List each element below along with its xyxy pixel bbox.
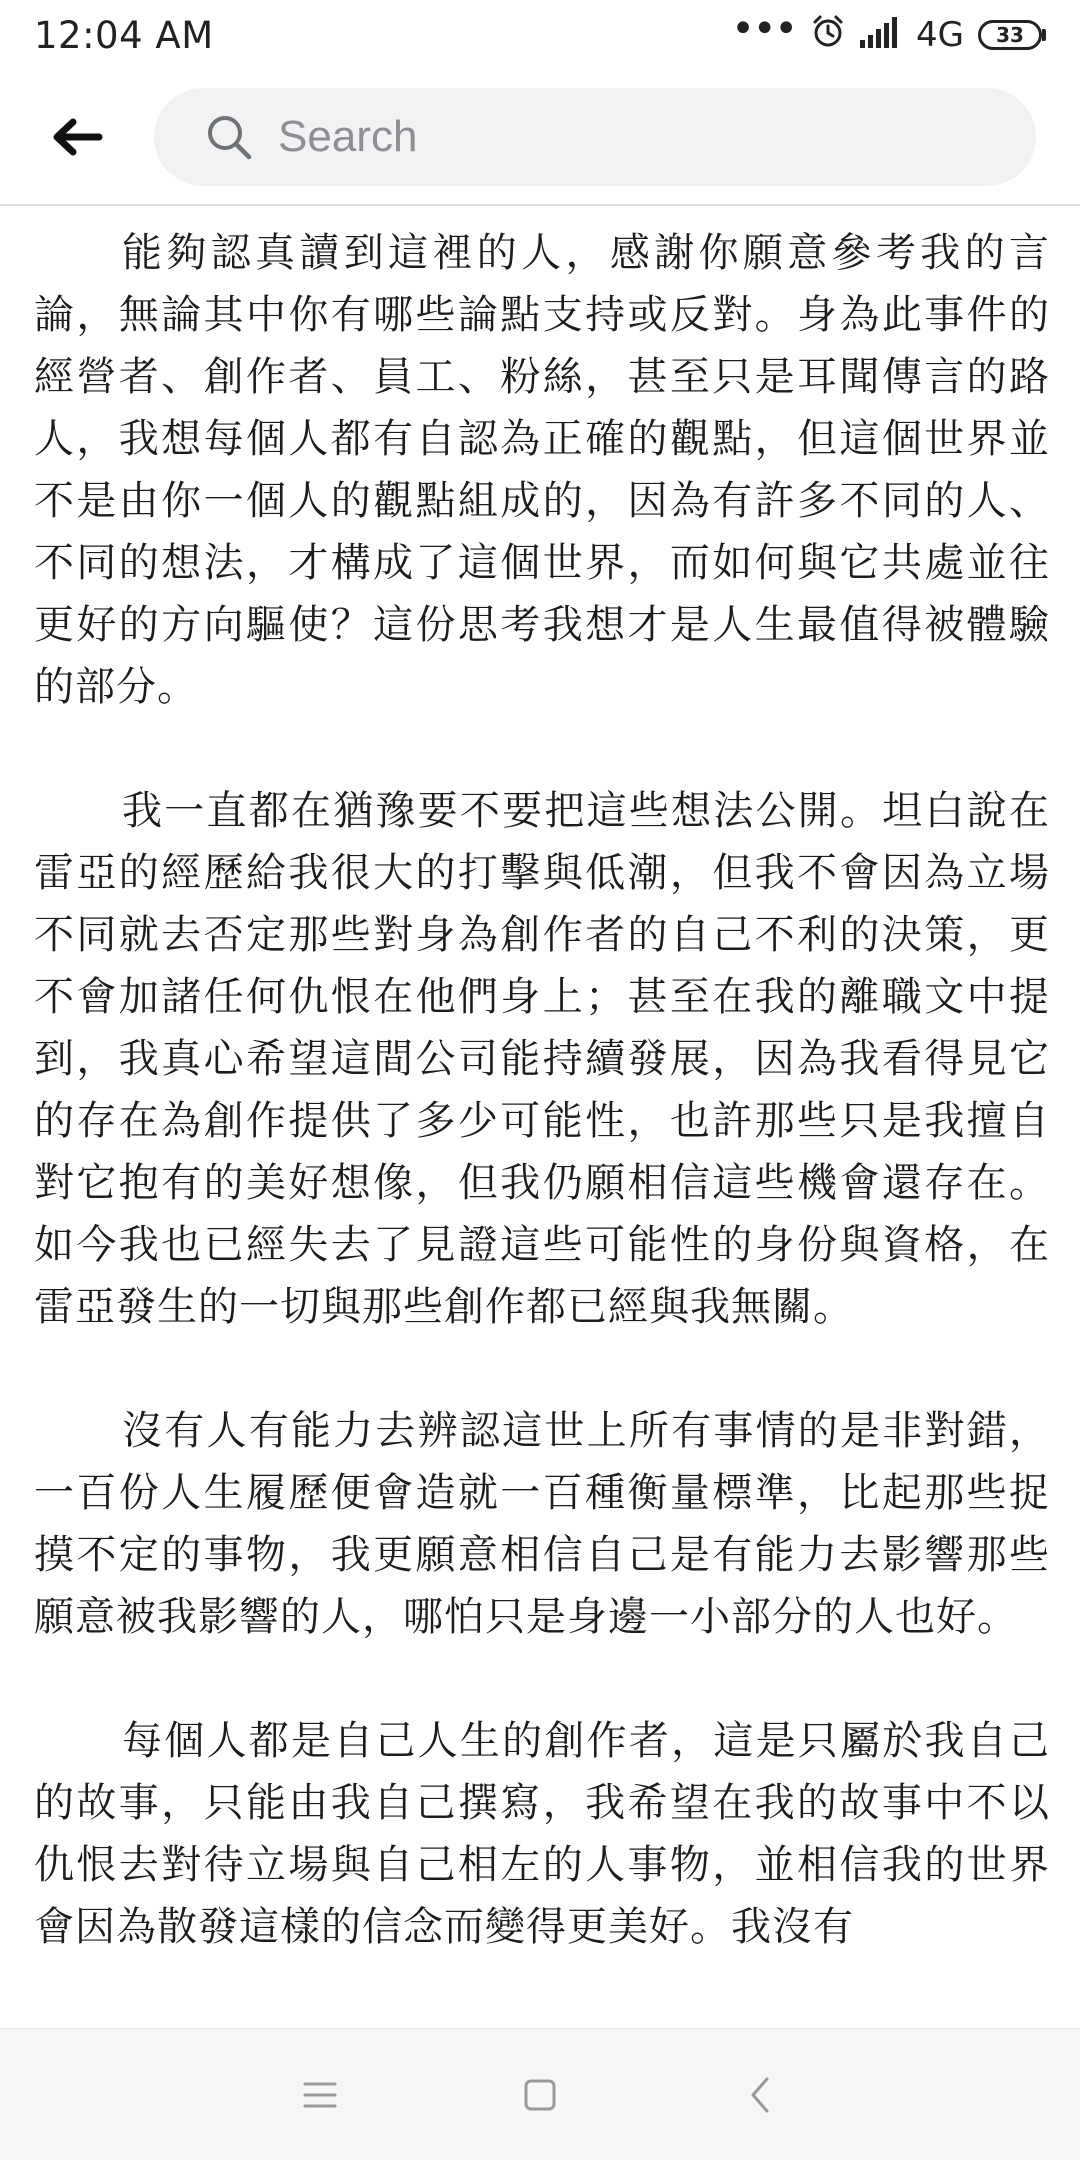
battery-level: 33 <box>978 20 1042 50</box>
article-body <box>34 222 1050 2028</box>
back-arrow-icon <box>51 117 103 157</box>
back-button[interactable] <box>32 92 122 182</box>
menu-icon <box>303 2080 337 2110</box>
article-paragraph: 我一直都在猶豫要不要把這些想法公開。坦白說在雷亞的經歷給我很大的打擊與低潮，但我不會因為立場不同就去否定那些對身為創作者的自己不利的決策，更不會加諸任何仇恨在他們身上；甚至在我的離職文中提到，我真心希望這間公司能持續發展，因為我看得見它的存在為創作提供了多少可能性，也許那些只是我擅自對它抱有的美好想像，但我仍願相信這些機會還存在。如今我也已經失去了見證這些可能性的身份與資格，在雷亞發生的一切與那些創作都已經與我無關。 <box>34 788 1050 1330</box>
home-square-icon <box>523 2078 557 2112</box>
signal-icon <box>860 14 902 57</box>
alarm-icon <box>810 13 846 58</box>
battery-icon <box>978 20 1046 50</box>
menu-button[interactable] <box>280 2055 360 2135</box>
article-paragraph: 能夠認真讀到這裡的人，感謝你願意參考我的言論，無論其中你有哪些論點支持或反對。身為此事件的經營者、創作者、員工、粉絲，甚至只是耳聞傳言的路人，我想每個人都有自認為正確的觀點，但這個世界並不是由你一個人的觀點組成的，因為有許多不同的人、不同的想法，才構成了這個世界，而如何與它共處並往更好的方向驅使？這份思考我想才是人生最值得被體驗的部分。 <box>34 230 1050 710</box>
status-time: 12:04 AM <box>34 13 214 57</box>
home-button[interactable] <box>500 2055 580 2135</box>
search-input[interactable] <box>276 111 980 163</box>
battery-tip <box>1042 29 1046 41</box>
back-chevron-icon <box>749 2076 771 2114</box>
more-dots-icon: ••• <box>731 6 797 52</box>
search-bar[interactable] <box>154 88 1036 186</box>
article-paragraph: 每個人都是自己人生的創作者，這是只屬於我自己的故事，只能由我自己撰寫，我希望在我的故事中不以仇恨去對待立場與自己相左的人事物，並相信我的世界會因為散發這樣的信念而變得更美好。我沒有 <box>34 1718 1050 1950</box>
status-icons <box>731 6 1046 58</box>
top-bar <box>0 70 1080 206</box>
network-label: 4G <box>916 15 964 55</box>
search-icon <box>204 112 254 162</box>
article-paragraph: 沒有人有能力去辨認這世上所有事情的是非對錯，一百份人生履歷便會造就一百種衡量標準，比起那些捉摸不定的事物，我更願意相信自己是有能力去影響那些願意被我影響的人，哪怕只是身邊一小部分的人也好。 <box>34 1408 1050 1640</box>
system-nav-bar <box>0 2028 1080 2160</box>
status-bar <box>0 0 1080 70</box>
nav-back-button[interactable] <box>720 2055 800 2135</box>
